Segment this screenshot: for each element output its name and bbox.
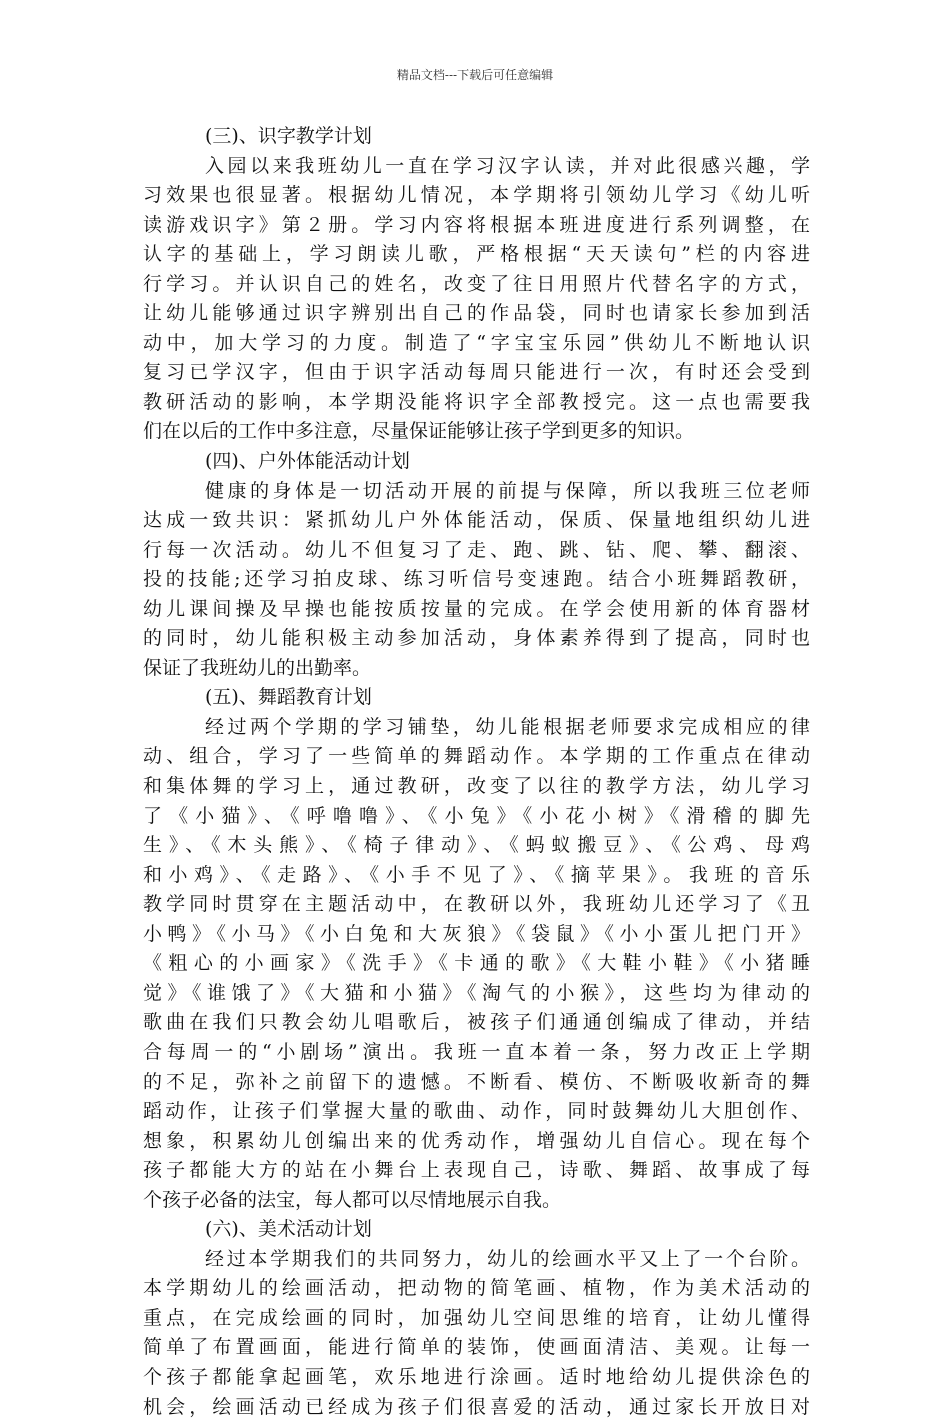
paragraph-line: 行学习。并认识自己的姓名，改变了往日用照片代替名字的方式， (143, 272, 810, 295)
section-heading: (五)、舞蹈教育计划 (205, 686, 372, 709)
paragraph-line: 歌曲在我们只教会幼儿唱歌后，被孩子们通通创编成了律动，并结 (143, 1011, 810, 1034)
section-heading: (六)、美术活动计划 (205, 1218, 372, 1241)
paragraph-line: 小鸭》《小马》《小白兔和大灰狼》《袋鼠》《小小蛋儿把门开》 (143, 922, 810, 945)
paragraph-line: 孩子都能大方的站在小舞台上表现自己，诗歌、舞蹈、故事成了每 (143, 1159, 810, 1182)
paragraph-line: 动中，加大学习的力度。制造了“字宝宝乐园”供幼儿不断地认识 (143, 331, 810, 354)
paragraph-line: 觉》《谁饿了》《大猫和小猫》《淘气的小猴》，这些均为律动的 (143, 981, 810, 1004)
paragraph-line: 经过两个学期的学习铺垫，幼儿能根据老师要求完成相应的律 (205, 715, 810, 738)
paragraph-line: 重点，在完成绘画的同时，加强幼儿空间思维的培育，让幼儿懂得 (143, 1306, 810, 1329)
paragraph-line: 想象，积累幼儿创编出来的优秀动作，增强幼儿自信心。现在每个 (143, 1129, 810, 1152)
paragraph-line: 机会，绘画活动已经成为孩子们很喜爱的活动，通过家长开放日对 (143, 1395, 810, 1418)
paragraph-line: 健康的身体是一切活动开展的前提与保障，所以我班三位老师 (205, 479, 810, 502)
paragraph-line: 入园以来我班幼儿一直在学习汉字认读，并对此很感兴趣，学 (205, 154, 810, 177)
paragraph-line: 教研活动的影响，本学期没能将识字全部教授完。这一点也需要我 (143, 390, 810, 413)
paragraph-line: 达成一致共识：紧抓幼儿户外体能活动，保质、保量地组织幼儿进 (143, 509, 810, 532)
paragraph-line: 简单了布置画面，能进行简单的装饰，使画面清洁、美观。让每一 (143, 1336, 810, 1359)
paragraph-line: 本学期幼儿的绘画活动，把动物的简笔画、植物，作为美术活动的 (143, 1277, 810, 1300)
page-header: 精品文档---下载后可任意编辑 (396, 68, 554, 82)
section-heading: (四)、户外体能活动计划 (205, 450, 410, 473)
paragraph-line: 和集体舞的学习上，通过教研，改变了以往的教学方法，幼儿学习 (143, 775, 810, 798)
paragraph-line: 幼儿课间操及早操也能按质按量的完成。在学会使用新的体育器材 (143, 597, 810, 620)
paragraph-line: 习效果也很显著。根据幼儿情况，本学期将引领幼儿学习《幼儿听 (143, 184, 810, 207)
paragraph-line: 教学同时贯穿在主题活动中，在教研以外，我班幼儿还学习了《丑 (143, 893, 810, 916)
paragraph-line: 了《小猫》、《呼噜噜》、《小兔》《小花小树》《滑稽的脚先 (143, 804, 810, 827)
paragraph-line: 个孩子都能拿起画笔，欢乐地进行涂画。适时地给幼儿提供涂色的 (143, 1365, 810, 1388)
paragraph-line: 《粗心的小画家》《洗手》《卡通的歌》《大鞋小鞋》《小猪睡 (143, 952, 810, 975)
paragraph-line: 经过本学期我们的共同努力，幼儿的绘画水平又上了一个台阶。 (205, 1247, 810, 1270)
paragraph-line: 蹈动作，让孩子们掌握大量的歌曲、动作，同时鼓舞幼儿大胆创作、 (143, 1100, 810, 1123)
paragraph-line: 复习已学汉字，但由于识字活动每周只能进行一次，有时还会受到 (143, 361, 810, 384)
paragraph-line: 保证了我班幼儿的出勤率。 (143, 656, 372, 679)
paragraph-line: 让幼儿能够通过识字辨别出自己的作品袋，同时也请家长参加到活 (143, 302, 810, 325)
paragraph-line: 们在以后的工作中多注意，尽量保证能够让孩子学到更多的知识。 (143, 420, 695, 443)
paragraph-line: 投的技能;还学习拍皮球、练习听信号变速跑。结合小班舞蹈教研， (143, 568, 810, 591)
paragraph-line: 行每一次活动。幼儿不但复习了走、跑、跳、钻、爬、攀、翻滚、 (143, 538, 810, 561)
document-body (143, 122, 810, 1422)
paragraph-line: 生》、《木头熊》、《椅子律动》、《蚂蚁搬豆》、《公鸡、母鸡 (143, 834, 810, 857)
paragraph-line: 读游戏识字》第２册。学习内容将根据本班进度进行系列调整，在 (143, 213, 810, 236)
paragraph-line: 和小鸡》、《走路》、《小手不见了》、《摘苹果》。我班的音乐 (143, 863, 810, 886)
section-heading: (三)、识字教学计划 (205, 125, 372, 147)
paragraph-line: 个孩子必备的法宝，每人都可以尽情地展示自我。 (143, 1188, 562, 1211)
paragraph-line: 动、组合，学习了一些简单的舞蹈动作。本学期的工作重点在律动 (143, 745, 810, 768)
paragraph-line: 认字的基础上，学习朗读儿歌，严格根据“天天读句”栏的内容进 (143, 243, 810, 266)
paragraph-line: 的不足，弥补之前留下的遗憾。不断看、模仿、不断吸收新奇的舞 (143, 1070, 810, 1093)
paragraph-line: 合每周一的“小剧场”演出。我班一直本着一条，努力改正上学期 (143, 1040, 810, 1063)
paragraph-line: 的同时，幼儿能积极主动参加活动，身体素养得到了提高，同时也 (143, 627, 810, 650)
